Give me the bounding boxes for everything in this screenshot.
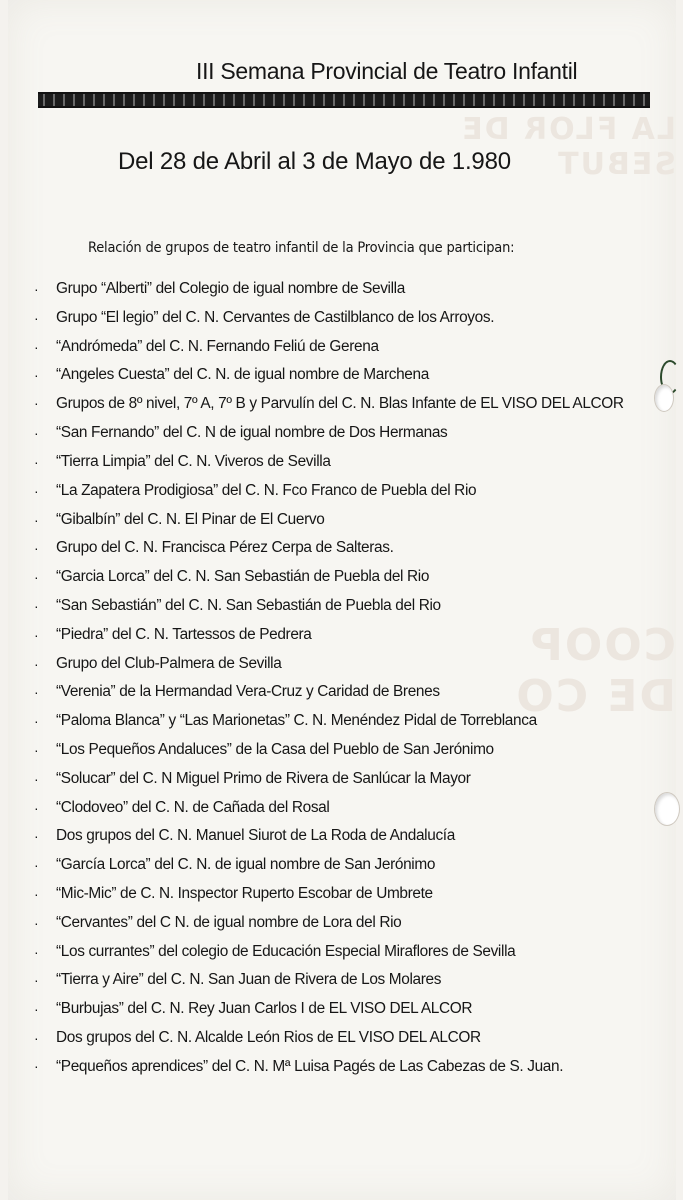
bullet: ·	[34, 482, 39, 499]
bullet: ·	[34, 885, 39, 902]
list-item	[30, 419, 660, 448]
list-item-text: “García Lorca” del C. N. de igual nombre de San Jerónimo	[56, 856, 436, 874]
decorative-rule	[38, 92, 650, 108]
list-item-text: Dos grupos del C. N. Manuel Siurot de La Roda de Andalucía	[56, 827, 455, 845]
punch-hole-icon	[654, 792, 680, 826]
punch-hole-icon	[654, 384, 674, 412]
list-item	[30, 563, 660, 592]
bullet: ·	[34, 828, 39, 845]
list-item-text: “Tierra Limpia” del C. N. Viveros de Sevilla	[56, 452, 331, 470]
list-item	[30, 1053, 660, 1082]
list-item	[30, 822, 660, 851]
list-item	[30, 909, 660, 938]
list-item	[30, 333, 660, 362]
list-item-text: “Angeles Cuesta” del C. N. de igual nombre de Marchena	[56, 366, 429, 384]
list-item-text: “Gibalbín” del C. N. El Pinar de El Cuervo	[56, 510, 325, 528]
list-item-text: Grupo “El legio” del C. N. Cervantes de Castilblanco de los Arroyos.	[56, 308, 495, 326]
document-header: III Semana Provincial de Teatro Infantil	[196, 58, 578, 84]
date-subtitle: Del 28 de Abril al 3 de Mayo de 1.980	[118, 148, 511, 175]
list-item-text: Grupo “Alberti” del Colegio de igual nombre de Sevilla	[56, 280, 405, 297]
list-item-text: “Paloma Blanca” y “Las Marionetas” C. N. Menéndez Pidal de Torreblanca	[56, 712, 537, 730]
bullet: ·	[34, 741, 39, 758]
bullet: ·	[34, 453, 39, 470]
bullet: ·	[34, 1057, 39, 1074]
list-item	[30, 477, 660, 506]
bullet: ·	[34, 655, 39, 672]
list-item	[30, 678, 660, 707]
bullet: ·	[34, 713, 39, 730]
list-item	[30, 938, 660, 967]
list-item	[30, 966, 660, 995]
list-item-text: “Tierra y Aire” del C. N. San Juan de Rivera de Los Molares	[56, 971, 442, 989]
list-item	[30, 534, 660, 563]
bullet: ·	[34, 425, 39, 442]
list-item	[30, 794, 660, 823]
list-item	[30, 995, 660, 1024]
bullet: ·	[34, 626, 39, 643]
bullet: ·	[34, 540, 39, 557]
list-item-text: “Los currantes” del colegio de Educación Especial Miraflores de Sevilla	[56, 942, 516, 960]
list-item	[30, 736, 660, 765]
bullet: ·	[34, 1001, 39, 1018]
bullet: ·	[34, 857, 39, 874]
list-item-text: “Los Pequeños Andaluces” de la Casa del Pueblo de San Jerónimo	[56, 740, 494, 758]
list-item	[30, 275, 660, 304]
list-item-text: “Andrómeda” del C. N. Fernando Feliú de Gerena	[56, 337, 379, 355]
document-page	[8, 0, 676, 1200]
list-item	[30, 592, 660, 621]
list-item-text: “Clodoveo” del C. N. de Cañada del Rosal	[56, 798, 330, 816]
list-item-text: “Mic-Mic” de C. N. Inspector Ruperto Escobar de Umbrete	[56, 884, 433, 902]
list-item-text: “Solucar” del C. N Miguel Primo de Rivera de Sanlúcar la Mayor	[56, 769, 471, 787]
list-item-text: “San Fernando” del C. N de igual nombre de Dos Hermanas	[56, 424, 448, 442]
list-item	[30, 390, 660, 419]
bullet: ·	[34, 597, 39, 614]
list-item	[30, 1024, 660, 1053]
list-item	[30, 851, 660, 880]
list-item-text: “San Sebastián” del C. N. San Sebastián de Puebla del Rio	[56, 596, 441, 614]
list-item-text: “Piedra” del C. N. Tartessos de Pedrera	[56, 625, 312, 643]
list-item	[30, 707, 660, 736]
list-item	[30, 506, 660, 535]
bullet: ·	[34, 309, 39, 326]
bullet: ·	[34, 395, 39, 412]
list-item-text: Grupos de 8º nivel, 7º A, 7º B y Parvulín del C. N. Blas Infante de EL VISO DEL ALCOR	[56, 395, 624, 413]
bullet: ·	[34, 367, 39, 384]
bullet: ·	[34, 511, 39, 528]
list-item-text: “Garcia Lorca” del C. N. San Sebastián de Puebla del Rio	[56, 568, 430, 586]
list-item	[30, 361, 660, 390]
bullet: ·	[34, 281, 39, 297]
list-item	[30, 880, 660, 909]
list-item-text: Grupo del Club-Palmera de Sevilla	[56, 654, 282, 672]
bleed-through-text-2: COOP DE CO	[514, 620, 676, 722]
bullet: ·	[34, 1029, 39, 1046]
bullet: ·	[34, 972, 39, 989]
bullet: ·	[34, 684, 39, 701]
list-item-text: “Pequeños aprendices” del C. N. Mª Luisa Pagés de Las Cabezas de S. Juan.	[56, 1057, 564, 1075]
list-item	[30, 621, 660, 650]
bullet: ·	[34, 569, 39, 586]
bullet: ·	[34, 943, 39, 960]
list-item-text: “Cervantes” del C N. de igual nombre de Lora del Rio	[56, 913, 402, 931]
bullet: ·	[34, 338, 39, 355]
list-item-text: “Burbujas” del C. N. Rey Juan Carlos I de EL VISO DEL ALCOR	[56, 1000, 473, 1018]
list-item	[30, 765, 660, 794]
bleed-through-text-1: LA FLOR DE SEBUT	[460, 112, 676, 182]
intro-text: Relación de grupos de teatro infantil de la Provincia que participan:	[88, 240, 515, 256]
list-item-text: Grupo del C. N. Francisca Pérez Cerpa de Salteras.	[56, 539, 394, 557]
bullet: ·	[34, 914, 39, 931]
list-item-text: “Verenia” de la Hermandad Vera-Cruz y Caridad de Brenes	[56, 683, 440, 701]
list-item	[30, 650, 660, 679]
groups-list	[30, 275, 660, 1082]
list-item	[30, 448, 660, 477]
bullet: ·	[34, 770, 39, 787]
list-item-text: Dos grupos del C. N. Alcalde León Rios de EL VISO DEL ALCOR	[56, 1028, 481, 1046]
list-item	[30, 304, 660, 333]
bullet: ·	[34, 799, 39, 816]
list-item-text: “La Zapatera Prodigiosa” del C. N. Fco Franco de Puebla del Rio	[56, 481, 477, 499]
